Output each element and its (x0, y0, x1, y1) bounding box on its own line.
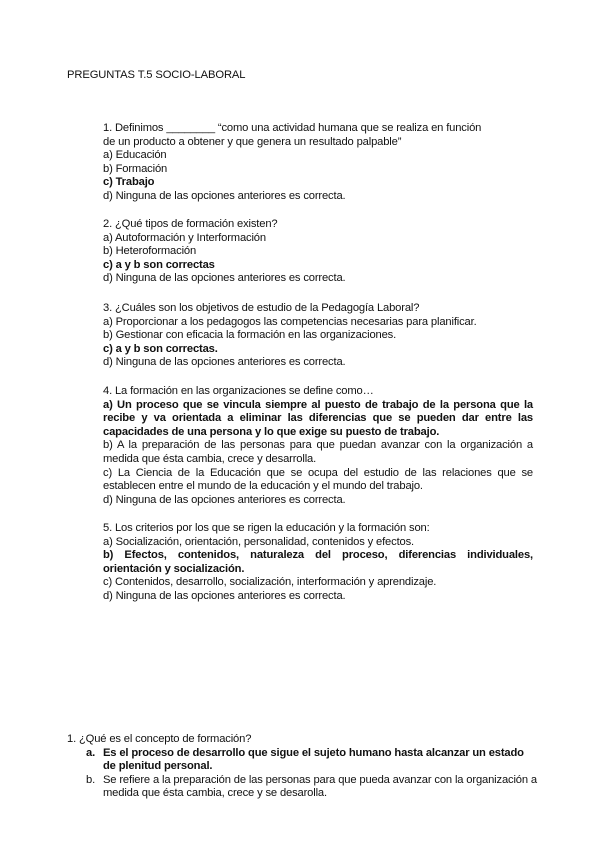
option-c-correct: c) a y b son correctas (103, 258, 215, 271)
option-d: d) Ninguna de las opciones anteriores es correcta. (103, 272, 346, 285)
document-title: PREGUNTAS T.5 SOCIO-LABORAL (67, 69, 246, 81)
option-d: d) Ninguna de las opciones anteriores es correcta. (103, 189, 346, 202)
list-marker: b. (86, 773, 96, 786)
option-a: a) Proporcionar a los pedagogos las competencias necesarias para planificar. (103, 315, 477, 328)
bottom-question-text: 1. ¿Qué es el concepto de formación? (67, 733, 252, 745)
bottom-item-a (86, 747, 537, 774)
question-5 (103, 522, 533, 604)
option-c: c) La Ciencia de la Educación que se ocupa del estudio de las relaciones que se establecen entre el mundo de la educación y el mundo del trabajo. (103, 466, 533, 493)
question-4 (103, 385, 533, 507)
question-text-line: 2. ¿Qué tipos de formación existen? (103, 218, 278, 230)
question-text-line: 3. ¿Cuáles son los objetivos de estudio de la Pedagogía Laboral? (103, 302, 420, 314)
question-text-line: 1. Definimos ________ “como una actividad humana que se realiza en función (103, 122, 482, 134)
option-a: a) Educación (103, 149, 167, 162)
question-3 (103, 302, 533, 370)
question-text-line: de un producto a obtener y que genera un resultado palpable” (103, 135, 402, 148)
option-c-correct: c) Trabajo (103, 176, 155, 189)
list-marker: a. (86, 746, 96, 759)
option-b: b) Heteroformación (103, 245, 197, 258)
option-a: a) Socialización, orientación, personalidad, contenidos y efectos. (103, 535, 414, 548)
bottom-item-b (86, 774, 537, 801)
option-b-correct: b) Efectos, contenidos, naturaleza del proceso, diferencias individuales, orientación y socialización. (103, 549, 533, 575)
bottom-question (67, 733, 537, 801)
option-d: d) Ninguna de las opciones anteriores es correcta. (103, 356, 346, 369)
question-text-line: 5. Los criterios por los que se rigen la educación y la formación son: (103, 522, 430, 534)
option-a: a) Autoformación y Interformación (103, 231, 266, 244)
option-b: b) Gestionar con eficacia la formación en las organizaciones. (103, 329, 397, 342)
option-c-correct: c) a y b son correctas. (103, 342, 218, 355)
question-2 (103, 218, 533, 286)
option-b: b) Formación (103, 162, 168, 175)
bottom-item-text: Se refiere a la preparación de las personas para que pueda avanzar con la organización a medida que ésta cambia, crece y se desarolla. (103, 773, 537, 800)
bottom-item-text: Es el proceso de desarrollo que sigue el sujeto humano hasta alcanzar un estado de plenitud personal. (103, 746, 524, 773)
question-text-line: 4. La formación en las organizaciones se define como… (103, 385, 374, 397)
option-c: c) Contenidos, desarrollo, socialización, interformación y aprendizaje. (103, 576, 437, 589)
option-a-correct: a) Un proceso que se vincula siempre al puesto de trabajo de la persona que la recibe y va orientada a eliminar las diferencias que se pueden dar entre las capacidades de una persona y lo que exige su puesto de trabajo. (103, 398, 533, 438)
option-d: d) Ninguna de las opciones anteriores es correcta. (103, 493, 346, 506)
option-d: d) Ninguna de las opciones anteriores es correcta. (103, 589, 346, 602)
option-b: b) A la preparación de las personas para que puedan avanzar con la organización a medida que ésta cambia, crece y desarrolla. (103, 439, 533, 465)
question-1 (103, 122, 533, 204)
